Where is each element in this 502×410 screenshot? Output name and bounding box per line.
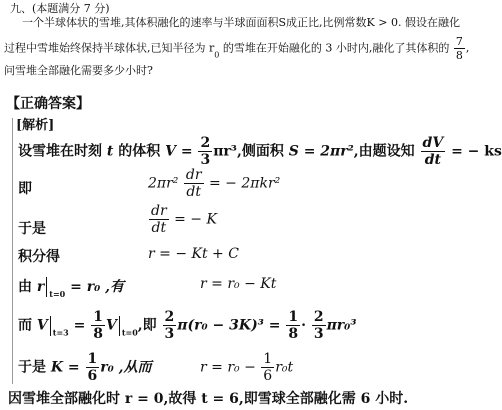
- integrate-equation: r = − Kt + C: [148, 246, 239, 262]
- ji-label: 即: [18, 181, 32, 197]
- from-equation: r = r₀ − Kt: [200, 276, 277, 292]
- so-line: 于是 K = $\frac{1}{6}$ r₀ ,从而: [18, 351, 152, 384]
- fraction-7-8: $\frac{7}{8}$: [455, 35, 463, 62]
- problem-header: 九、(本题满分 7 分): [10, 2, 110, 15]
- conclusion-line: 因雪堆全部融化时 r = 0,故得 t = 6,即雪球全部融化需 6 小时.: [8, 391, 409, 407]
- setup-line: 设雪堆在时刻 t 的体积 V = $\frac{2}{3}$ πr³,侧面积 S = 2πr²,由题设知 $\frac{dV}{dt}$ = − ks: [18, 135, 502, 168]
- ji-equation: 2πr² $\frac{dr}{dt}$ = − 2πkr²: [148, 167, 281, 200]
- from-line: 由 r $_{t=0}$ = r₀ ,有: [18, 279, 124, 299]
- analysis-label: [解析]: [16, 118, 55, 133]
- yushi-label: 于是: [18, 221, 46, 237]
- problem-line-3: 问雪堆全部融化需要多少小时?: [4, 64, 153, 77]
- problem-line-1: 一个半球体状的雪堆,其体积融化的速率与半球面面积S成正比,比例常数K > 0. 假设在融化: [22, 16, 460, 29]
- integrate-label: 积分得: [18, 249, 60, 265]
- so-equation: r = r₀ − $\frac{1}{6}$ r₀t: [200, 351, 294, 384]
- and-line: 而 V $_{t=3}$ = $\frac{1}{8}$ V $_{t=0}$,即 $\frac{2}{3}$ π(r₀ − 3K)³ = $\frac{1}{8}$ · $\frac{2}{3}$ πr₀³: [18, 309, 357, 342]
- problem-line-2: 过程中雪堆始终保持半球体状,已知半径为 $r_0$ 的雪堆在开始融化的 3 小时内,融化了其体积的 $\frac{7}{8}$ ,: [4, 35, 470, 62]
- answer-title: 【正确答案】: [6, 96, 90, 112]
- yushi-equation: $\frac{dr}{dt}$ = − K: [151, 203, 217, 236]
